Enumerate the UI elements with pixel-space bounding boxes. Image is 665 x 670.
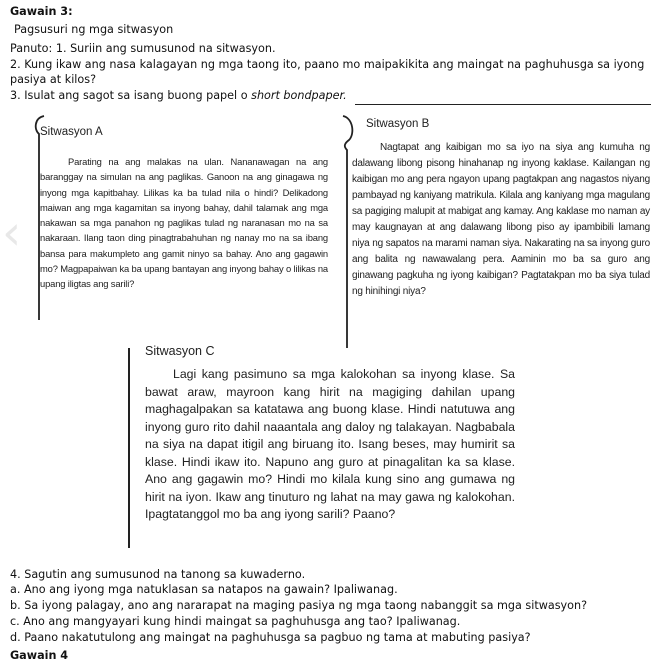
question-c: c. Ano ang mangyayari kung hindi maingat sa paghuhusga ang tao? Ipaliwanag. [10, 615, 461, 628]
situation-c [135, 340, 515, 550]
instruction-3: 3. Isulat ang sagot sa isang buong papel o short bondpaper. [10, 89, 347, 102]
situation-a-body: Parating na ang malakas na ulan. Nananawagan na ang baranggay na simulan na ang paglikas. Ganoon na ang ginagawa ng inyong mga kapitbahay. Lilikas ka ba tulad nila o hindi? Delikadong maiwan ang mga kagamitan sa inyong bahay, dahil talamak ang mga nakawan sa mga panahon ng paglikas tulad ng naranasan mo na sa nakaraan. Ilang taon ding pinagtrabahuhan ng nanay mo na sa ibang bansa para makumpleto ang gamit ninyo sa bahay. Ano ang gagawin mo? Magpapaiwan ka ba upang bantayan ang inyong bahay o lilikas na upang iligtas ang sarili? [40, 156, 328, 290]
bracket-c [128, 348, 130, 548]
divider-b [355, 104, 651, 105]
situation-a [40, 115, 328, 325]
instruction-1: Panuto: 1. Suriin ang sumusunod na sitwasyon. [10, 42, 276, 55]
activity-subtitle: Pagsusuri ng mga sitwasyon [14, 23, 174, 36]
situation-b [352, 110, 650, 345]
situation-a-title: Sitwasyon A [40, 126, 103, 138]
instruction-2: 2. Kung ikaw ang nasa kalagayan ng mga taong ito, paano mo maipakikita ang maingat na paghuhusga sa iyong pasiya at kilos? [10, 58, 645, 86]
situation-b-title: Sitwasyon B [366, 118, 430, 130]
next-activity-title: Gawain 4 [10, 649, 69, 662]
activity-title: Gawain 3: [10, 5, 73, 18]
question-a: a. Ano ang iyong mga natuklasan sa natapos na gawain? Ipaliwanag. [10, 583, 398, 596]
situation-c-title: Sitwasyon C [145, 344, 215, 358]
situation-b-body: Nagtapat ang kaibigan mo sa iyo na siya ang kumuha ng dalawang libong pisong hinahanap ng inyong kaklase. Kailangan ng kaibigan mo ang pera ngayon upang pagtakpan ang nagastos niyang pambayad ng kaniyang matrikula. Kilala ang kaniyang mga magulang sa pagiging malupit at mabigat ang kamay. Ang kaklase mo naman ay may kaugnayan at ang dalawang libong piso ay ipambibili lamang niya ng sapatos na marami naman siya. Nakarating na sa inyong guro ang balita ng nawawalang pera. Aaminin mo ba sa guro ang ginawang pagkuha ng iyong kaibigan? Pagtatakpan mo ba siya tulad ng hinihingi niya? [352, 142, 650, 297]
question-b: b. Sa iyong palagay, ano ang nararapat na maging pasiya ng mga taong nabanggit sa mga sitwasyon? [10, 599, 588, 612]
questions-intro: 4. Sagutin ang sumusunod na tanong sa kuwaderno. [10, 568, 306, 581]
question-d: d. Paano nakatutulong ang maingat na paghuhusga sa pagbuo ng tama at mabuting pasiya? [10, 631, 531, 644]
situation-c-body: Lagi kang pasimuno sa mga kalokohan sa inyong klase. Sa bawat araw, mayroon kang hirit na magiging dahilan upang maghagalpakan sa katatawa ang buong klase. Hindi natutuwa ang inyong guro rito dahil naaantala ang daloy ng talakayan. Nagbabala na siya na dapat itigil ang biruang ito. Isang beses, may humirit sa klase. Hindi ikaw ito. Napuno ang guro at pinagalitan ka sa klase. Ano ang gagawin mo? Hindi mo kilala kung sino ang gumawa ng hirit na iyon. Ikaw ang tinuturo ng lahat na may gawa ng kalokohan. Ipagtatanggol mo ba ang iyong sarili? Paano? [145, 367, 515, 521]
instruction-3-italic: short bondpaper. [251, 89, 347, 102]
chevron-left-icon: ‹ [2, 205, 22, 261]
